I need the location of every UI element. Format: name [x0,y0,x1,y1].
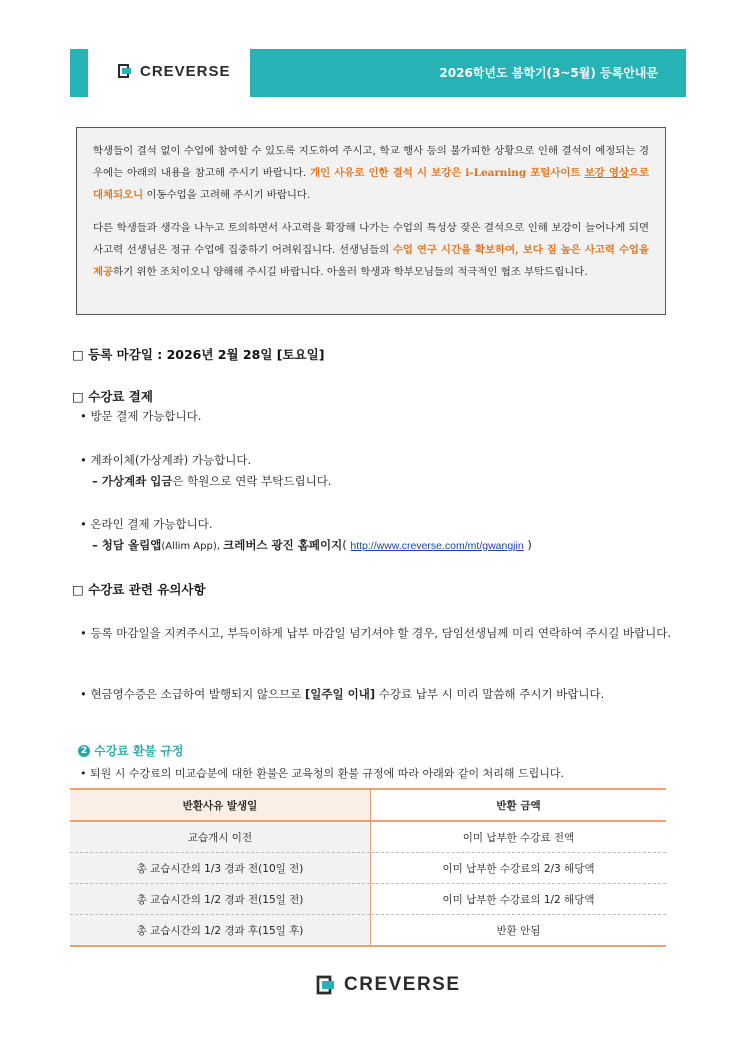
transfer-sub-bold: – 가상계좌 입금 [92,474,173,488]
payment-online: • 온라인 결제 가능합니다. [80,517,213,531]
online-sub-bold: – 청담 올림앱 [92,538,162,552]
online-sub-paren: ) [523,538,532,552]
table-header-cell: 반환 금액 [371,789,667,821]
header-brand: CREVERSE [140,62,231,80]
table-cell: 총 교습시간의 1/2 경과 전(15일 전) [70,884,371,915]
notice-highlight: 개인 사유로 인한 결석 시 보강은 i-Learning 포털사이트 [310,167,585,179]
number-badge-icon: 2 [78,745,90,757]
refund-title: 수강료 환불 규정 [94,744,184,758]
notice-text: 학생들이 결석 없이 수업에 참여할 수 있도록 지도하여 주시고, 학교 행사 등의 불가피한 상황으로 인해 결석이 예정되는 경우에는 아래의 내용을 참고해 주시기 바랍니다. [93,145,649,179]
notice-highlight: 수업 연구 시간을 확보하여, 보다 질 높은 사고력 수업을 제공 [93,244,649,278]
notice-text: 다른 학생들과 생각을 나누고 토의하면서 사고력을 확장해 나가는 수업의 특성상 잦은 결석으로 인해 보강이 늘어나게 되면 사고력 선생님은 정규 수업에 집중하기 어려워집니다. 선생님들의 [93,222,649,256]
online-sub-bold: 크레버스 광진 홈페이지 [223,538,343,552]
refund-description: • 퇴원 시 수강료의 미교습분에 대한 환불은 교육청의 환불 규정에 따라 아래와 같이 처리해 드립니다. [80,767,564,780]
table-row [70,821,666,853]
table-row [70,915,666,947]
caution-item-1: • 등록 마감일을 지켜주시고, 부득이하게 납부 마감일 넘기셔야 할 경우, 담임선생님께 미리 연락하여 주시길 바랍니다. [80,626,672,640]
notice-highlight: 으로 대체되오니 [93,167,649,201]
table-header-cell: 반환사유 발생일 [70,789,371,821]
payment-transfer-sub [92,473,331,489]
table-cell: 총 교습시간의 1/2 경과 후(15일 후) [70,915,371,947]
notice-text: 하기 위한 조치이오니 양해해 주시길 바랍니다. 아울러 학생과 학부모님들의 적극적인 협조 부탁드립니다. [113,266,588,278]
creverse-logo-icon [314,973,338,997]
creverse-logo-icon [116,62,134,80]
table-header-row [70,789,666,821]
transfer-sub-text: 은 학원으로 연락 부탁드립니다. [172,474,332,488]
header-logo [116,62,231,80]
payment-online-sub [92,537,532,553]
header-title-band [250,49,686,97]
cautions-heading: □ 수강료 관련 유의사항 [72,582,206,597]
header-title: 2026학년도 봄학기(3~5월) 등록안내문 [439,66,658,80]
notice-text: 이동수업을 고려해 주시기 바랍니다. [143,189,311,201]
payment-heading: □ 수강료 결제 [72,389,153,404]
table-cell: 이미 납부한 수강료의 2/3 해당액 [371,853,667,884]
footer-brand: CREVERSE [344,974,461,995]
page-header [70,49,686,97]
online-sub-paren: ( [342,538,351,552]
caution-text: • 현금영수증은 소급하여 발행되지 않으므로 [80,687,306,701]
notice-highlight-underlined: 보강 영상 [584,167,629,179]
caution-text: 수강료 납부 시 미리 말씀해 주시기 바랍니다. [375,687,605,701]
online-sub-small: (Allim App), [161,541,224,552]
notice-box [76,127,666,315]
table-row [70,853,666,884]
refund-table [70,788,666,947]
payment-transfer: • 계좌이체(가상계좌) 가능합니다. [80,453,252,467]
table-cell: 총 교습시간의 1/3 경과 전(10일 전) [70,853,371,884]
header-accent-bar [70,49,88,97]
notice-paragraph-2 [93,217,649,283]
footer-logo [314,973,461,997]
caution-bold: [일주일 이내] [305,687,376,701]
payment-visit: • 방문 결제 가능합니다. [80,409,202,423]
refund-heading [78,742,184,759]
table-cell: 이미 납부한 수강료의 1/2 해당액 [371,884,667,915]
homepage-link[interactable]: http://www.creverse.com/mt/gwangjin [350,540,524,552]
notice-paragraph-1 [93,140,649,206]
table-row [70,884,666,915]
table-cell: 이미 납부한 수강료 전액 [371,821,667,853]
deadline-heading: □ 등록 마감일 : 2026년 2월 28일 [토요일] [72,347,325,362]
table-cell: 반환 안됨 [371,915,667,947]
caution-item-2 [80,683,674,705]
table-cell: 교습개시 이전 [70,821,371,853]
